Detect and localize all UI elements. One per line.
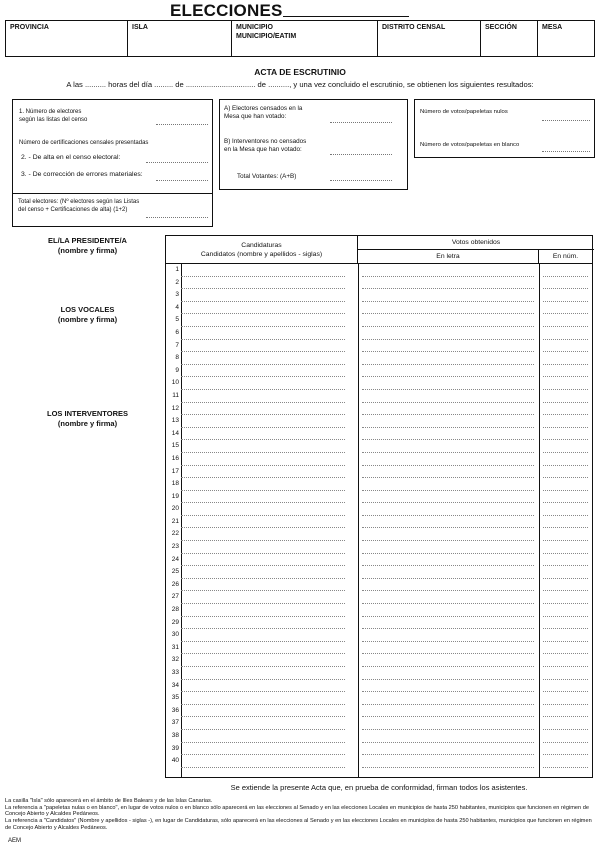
row-number: 4: [175, 303, 179, 311]
row-number: 8: [175, 354, 179, 362]
table-row: [166, 692, 592, 705]
total-votantes-field[interactable]: [330, 180, 392, 181]
vocales-signature-label: LOS VOCALES (nombre y firma): [57, 305, 118, 324]
en-letra-header: En letra: [358, 250, 539, 264]
table-row: [166, 466, 592, 479]
table-row: [166, 591, 592, 604]
row-number: 35: [171, 694, 179, 702]
table-row: [166, 352, 592, 365]
total-electores-field[interactable]: [146, 217, 208, 218]
table-row: [166, 667, 592, 680]
table-row: [166, 264, 592, 277]
table-row: [166, 604, 592, 617]
row-number: 3: [175, 291, 179, 299]
header-provincia[interactable]: PROVINCIA: [10, 24, 49, 31]
row-number: 5: [175, 316, 179, 324]
table-rows: [166, 264, 592, 768]
table-row: [166, 717, 592, 730]
title-fill-line[interactable]: [283, 16, 409, 17]
row-number: 18: [171, 480, 179, 488]
table-row: [166, 642, 592, 655]
total-electores-label: Total electores: (Nº electores según las Listas del censo + Certificaciones de alta) (1+2): [18, 199, 140, 213]
acta-title: ACTA DE ESCRUTINIO: [254, 67, 346, 77]
row-number: 31: [171, 643, 179, 651]
table-row: [166, 415, 592, 428]
votos-nulos-label: Número de votos/papeletas nulos: [420, 109, 508, 115]
row-number: 7: [175, 341, 179, 349]
item1-field[interactable]: [156, 124, 208, 125]
item2-field[interactable]: [146, 162, 208, 163]
table-row: [166, 730, 592, 743]
row-number: 27: [171, 593, 179, 601]
votos-nulos-field[interactable]: [542, 120, 590, 121]
table-row: [166, 453, 592, 466]
header-seccion[interactable]: SECCIÓN: [480, 21, 537, 56]
table-row: [166, 629, 592, 642]
table-row: [166, 428, 592, 441]
interventores-no-censados-label: B) Interventores no censados en la Mesa que han votado:: [224, 138, 307, 153]
table-row: [166, 579, 592, 592]
header-isla[interactable]: ISLA: [127, 21, 231, 56]
table-row: [166, 516, 592, 529]
electores-box: [12, 99, 213, 194]
votantes-box: [219, 99, 408, 190]
table-row: [166, 403, 592, 416]
row-number: 19: [171, 492, 179, 500]
row-number: 29: [171, 618, 179, 626]
header-municipio[interactable]: MUNICIPIO MUNICIPIO/EATIM: [231, 21, 377, 56]
votos-blanco-label: Número de votos/papeletas en blanco: [420, 142, 520, 148]
interventores-signature-label: LOS INTERVENTORES (nombre y firma): [47, 409, 128, 428]
table-row: [166, 491, 592, 504]
row-number: 11: [172, 391, 179, 399]
row-number: 16: [171, 454, 179, 462]
row-number: 38: [171, 731, 179, 739]
table-row: [166, 705, 592, 718]
row-number: 36: [171, 706, 179, 714]
table-row: [166, 654, 592, 667]
footnote-papeletas: La referencia a "papeletas nulas o en blanco", en lugar de votos nulos o en blanco sólo aparecerá en las elecciones al Senado y en las elecciones Locales en municipios de hasta 250 habitantes, municipios que funcionen en régimen de Concejo Abierto y Alcaldes Pedáneos.: [5, 804, 589, 818]
page-title: ELECCIONES: [170, 1, 283, 20]
row-number: 9: [175, 366, 179, 374]
row-number: 12: [171, 404, 179, 412]
item3-label: 3. - De corrección de errores materiales:: [21, 171, 143, 178]
table-row: [166, 617, 592, 630]
row-number: 21: [171, 517, 179, 525]
row-number: 25: [171, 568, 179, 576]
footnote-isla: La casilla "Isla" sólo aparecerá en el ámbito de Illes Balears y de las Islas Canarias.: [5, 798, 213, 804]
table-row: [166, 528, 592, 541]
header-mesa[interactable]: MESA: [537, 21, 594, 56]
table-row: [166, 302, 592, 315]
votos-blanco-field[interactable]: [542, 151, 590, 152]
table-row: [166, 541, 592, 554]
row-number: 23: [171, 543, 179, 551]
row-number: 26: [171, 580, 179, 588]
table-row: [166, 314, 592, 327]
table-row: [166, 440, 592, 453]
intro-text: A las .......... horas del día ......... de ................................. de .........., y una vez concluido el escrutinio, se obtienen los siguientes resultados:: [66, 80, 534, 89]
row-number: 28: [171, 606, 179, 614]
row-number: 14: [171, 429, 179, 437]
electores-censados-label: A) Electores censados en la Mesa que han votado:: [224, 105, 303, 120]
cert-label: Número de certificaciones censales presentadas: [19, 140, 149, 146]
row-number: 37: [171, 719, 179, 727]
candidaturas-header: Candidaturas Candidatos (nombre y apellidos - siglas): [166, 236, 358, 264]
candidatura-field[interactable]: [181, 767, 345, 768]
table-row: [166, 554, 592, 567]
row-number: 10: [171, 379, 179, 387]
table-row: [166, 340, 592, 353]
table-row: [166, 503, 592, 516]
presidente-signature-label: EL/LA PRESIDENTE/A (nombre y firma): [48, 236, 127, 255]
row-number: 34: [171, 681, 179, 689]
table-row: [166, 277, 592, 290]
table-row: [166, 289, 592, 302]
total-votantes-label: Total Votantes: (A+B): [237, 173, 297, 180]
electores-censados-field[interactable]: [330, 122, 392, 123]
item2-label: 2. - De alta en el censo electoral:: [21, 154, 121, 161]
interventores-no-censados-field[interactable]: [330, 154, 392, 155]
votos-nulos-blanco-box: [414, 99, 595, 158]
header-table: [5, 20, 595, 57]
table-row: [166, 478, 592, 491]
votos-numero-field[interactable]: [543, 767, 588, 768]
results-table: [165, 235, 593, 778]
row-number: 2: [175, 278, 179, 286]
table-row: [166, 327, 592, 340]
closing-statement: Se extiende la presente Acta que, en prueba de conformidad, firman todos los asistentes.: [230, 783, 528, 792]
table-row: [166, 680, 592, 693]
table-row: [166, 566, 592, 579]
footer-code: AEM: [8, 838, 22, 844]
votos-letra-field[interactable]: [362, 767, 534, 768]
header-distrito[interactable]: DISTRITO CENSAL: [377, 21, 480, 56]
table-row: [166, 365, 592, 378]
table-row: [166, 743, 592, 756]
row-number: 40: [171, 757, 179, 765]
table-row: [166, 755, 592, 768]
item1-label: 1. Número de electores según las listas del censo: [19, 109, 88, 123]
row-number: 15: [171, 442, 179, 450]
row-number: 39: [171, 744, 179, 752]
row-number: 1: [175, 266, 179, 273]
item3-field[interactable]: [156, 180, 208, 181]
total-electores-box: [12, 193, 213, 227]
row-number: 20: [171, 505, 179, 513]
footnote-candidatos: La referencia a "Candidatos" (Nombre y apellidos - siglas -), en lugar de Candidaturas, sólo aparecerá en las elecciones al Senado y en las elecciones Locales en municipios de hasta 250 habitantes, municipios que funcionen en régimen de Concejo Abierto y Alcaldes Pedáneos.: [5, 818, 592, 831]
row-number: 6: [175, 328, 179, 336]
en-numero-header: En núm.: [539, 250, 592, 264]
table-row: [166, 377, 592, 390]
row-number: 30: [171, 631, 179, 639]
row-number: 32: [171, 656, 179, 664]
row-number: 22: [171, 530, 179, 538]
footnotes: [5, 798, 595, 832]
votos-obtenidos-header: Votos obtenidos: [358, 236, 594, 250]
row-number: 24: [171, 555, 179, 563]
row-number: 33: [171, 669, 179, 676]
row-number: 13: [171, 417, 179, 425]
table-row: [166, 390, 592, 403]
row-number: 17: [171, 467, 179, 475]
